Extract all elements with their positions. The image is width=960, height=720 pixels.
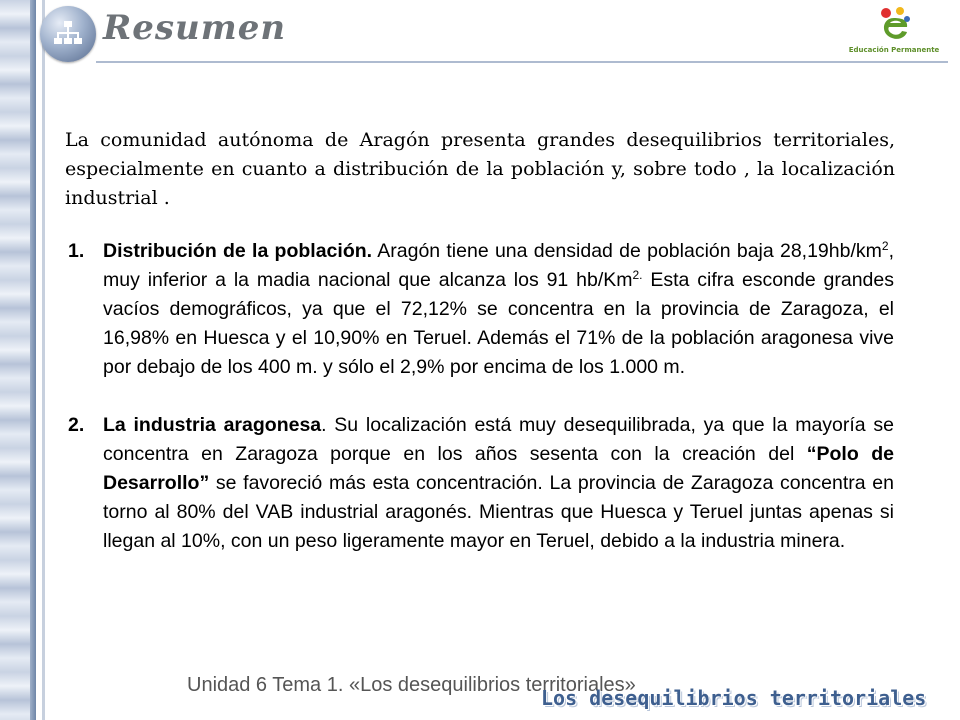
footer-unit-text: Unidad 6 Tema 1. «Los desequilibrios territoriales» — [187, 674, 636, 696]
item-heading: La industria aragonesa — [103, 414, 322, 436]
superscript: 2 — [881, 239, 889, 253]
item-number: 1. — [68, 240, 85, 262]
list-item — [68, 411, 894, 556]
footer-section-title: Los desequilibrios territoriales — [541, 686, 927, 710]
item-text: . Su localización está muy desequilibrada, ya que la mayoría se concentra en Zaragoza porque en los años sesenta con la creación del — [103, 414, 894, 465]
header-divider — [96, 61, 948, 63]
home-network-icon — [40, 6, 96, 62]
page-title: Resumen — [103, 8, 287, 48]
list-item — [68, 237, 894, 382]
intro-paragraph: La comunidad autónoma de Aragón presenta grandes desequilibrios territoriales, especialmente en cuanto a distribución de la población y, sobre todo , la localización industrial . — [65, 129, 895, 209]
item-text: Aragón tiene una densidad de población baja 28,19hb/km — [372, 240, 882, 262]
item-text: se favoreció más esta concentración. La provincia de Zaragoza concentra en torno al 80% del VAB industrial aragonés. Mientras que Huesca y Teruel juntas apenas si llegan al 10%, con un peso ligeramente mayor en Teruel, debido a la industria minera. — [103, 472, 894, 552]
item-text: , muy inferior a la madia nacional que alcanza los 91 hb/Km — [103, 240, 894, 291]
item-text: Esta cifra esconde grandes vacíos demográficos, ya que el 72,12% se concentra en la provincia de Zaragoza, el 16,98% en Huesca y el 10,90% en Teruel. Además el 71% de la población aragonesa vive por debajo de los 400 m. y sólo el 2,9% por encima de los 1.000 m. — [103, 269, 894, 378]
left-border-line — [42, 0, 45, 720]
educacion-permanente-logo — [838, 4, 950, 62]
item-heading: Distribución de la población. — [103, 240, 373, 262]
left-decorative-border — [0, 0, 36, 720]
summary-list — [68, 237, 894, 556]
item-quote: “Polo de Desarrollo” — [103, 443, 895, 494]
item-number: 2. — [68, 414, 85, 436]
logo-text: Educación Permanente — [848, 46, 940, 54]
superscript: 2. — [632, 268, 643, 282]
